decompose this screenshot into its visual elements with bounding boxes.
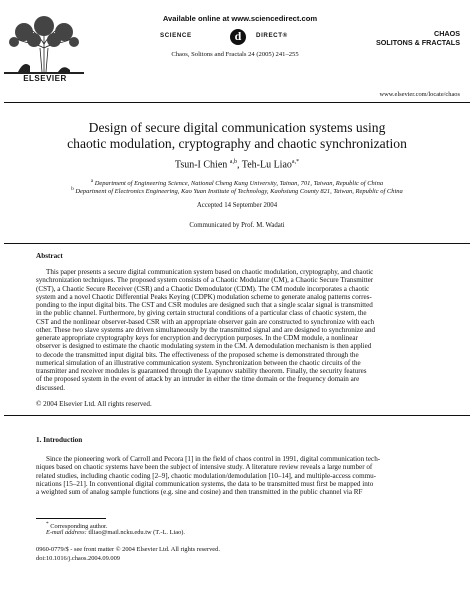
elsevier-tree-logo <box>4 14 84 76</box>
doi-line: doi:10.1016/j.chaos.2004.09.009 <box>36 555 120 562</box>
sciencedirect-logo <box>160 29 320 45</box>
publisher-name: ELSEVIER <box>23 74 67 83</box>
abstract-line: (CST), a Chaotic Secure Receiver (CSR) and a Chaotic Demodulator (CDM). The CM module incorporates a chaotic <box>36 284 370 293</box>
sciencedirect-right-word: DIRECT® <box>256 32 288 39</box>
footnote-rule <box>36 518 106 519</box>
affiliation-b-marker: b <box>71 187 74 192</box>
author-1: Tsun-I Chien <box>174 159 228 171</box>
article-title <box>30 120 444 152</box>
journal-url: www.elsevier.com/locate/chaos <box>379 91 460 98</box>
abstract-line: CST and the nonlinear observer-based CSR with an appropriate observer gain are constructed to synchronize with each <box>36 317 375 326</box>
footnote-email-label: E-mail address: <box>46 529 87 536</box>
abstract-copyright: © 2004 Elsevier Ltd. All rights reserved. <box>36 400 152 408</box>
intro-line: niques based on chaotic systems have been the subject of intensive study. A literature review reveals a large number of <box>36 463 373 472</box>
footnote-corresponding-text: Corresponding author. <box>50 523 108 531</box>
author-1-affil: a,b <box>229 159 237 165</box>
sciencedirect-mark-icon: d <box>230 29 246 45</box>
author-separator: , <box>236 159 242 171</box>
abstract-line: to decode the transmitted input digital bits. The effectiveness of the proposed scheme is demonstrated through the <box>36 350 359 359</box>
footnote-email-value[interactable]: tlliao@mail.ncku.edu.tw (T.-L. Liao). <box>88 529 186 536</box>
introduction-heading: 1. Introduction <box>36 436 83 444</box>
journal-logo <box>360 29 460 47</box>
communicated-by: Communicated by Prof. M. Wadati <box>189 222 285 229</box>
abstract-line: numerical simulation of an illustrative communication system. Synchronization between the chaotic circuits of the <box>36 358 361 367</box>
available-online-text: Available online at www.sciencedirect.com <box>162 14 318 23</box>
abstract-heading: Abstract <box>36 252 63 260</box>
abstract-body <box>36 268 440 392</box>
affiliation-b-text: Department of Electronics Engineering, Kao Yuan Institute of Technology, Kaohsiung County 821, Taiwan, Republic of China <box>75 188 403 196</box>
author-2-affil: a,* <box>291 159 300 165</box>
abstract-line: observer is designed to estimate the chaotic modulating system in the CM. A demodulation mechanism is then applied <box>36 342 372 351</box>
affiliation-b <box>20 187 454 195</box>
footnote-email <box>36 529 336 537</box>
abstract-line: other. These two slave systems are driven simultaneously by the transmitted signal and are designed to synchronize and <box>36 325 376 334</box>
abstract-top-rule <box>4 243 470 244</box>
sciencedirect-left-word: SCIENCE <box>160 32 192 39</box>
footnote-star: * <box>46 521 49 527</box>
affiliation-a <box>20 179 454 187</box>
introduction-body <box>36 455 440 496</box>
issn-line: 0960-0779/$ - see front matter © 2004 Elsevier Ltd. All rights reserved. <box>36 546 220 553</box>
abstract-bottom-rule <box>4 415 470 416</box>
abstract-line: discussed. <box>36 383 65 392</box>
abstract-line: synchronization techniques. The proposed system consists of a Chaotic Modulator (CM), a Chaotic Secure Transmitter <box>36 276 374 285</box>
affiliation-a-text: Department of Engineering Science, National Cheng Kung University, Tainan, 701, Taiwan, Republic of China <box>94 180 384 188</box>
accepted-date: Accepted 14 September 2004 <box>196 202 278 209</box>
abstract-line: in the public channel. Furthermore, by giving certain structural conditions of a particular class of chaotic system, the <box>36 309 367 318</box>
journal-logo-line2: SOLITONS & FRACTALS <box>376 38 460 47</box>
abstract-line: generate appropriate cryptography keys for encryption and decryption purposes. In the CDM module, a nonlinear <box>36 334 358 342</box>
intro-line: related studies, including chaotic coding [2–9], chaotic modulation/demodulation [10–14], and multiple-access commu- <box>36 471 377 480</box>
abstract-line: of the proposed system in the event of attack by an intruder in either the time domain or the frequency domain are <box>36 375 360 384</box>
title-line-1: Design of secure digital communication systems using <box>88 120 386 135</box>
intro-line: a weighted sum of analog sample functions (e.g. sine and cosine) and then transmitted in the public channel via RF <box>36 488 363 496</box>
header-rule <box>4 102 470 103</box>
journal-reference: Chaos, Solitons and Fractals 24 (2005) 241–255 <box>171 51 299 58</box>
intro-line: Since the pioneering work of Carroll and Pecora [1] in the field of chaos control in 1991, digital communication tech- <box>46 455 381 463</box>
affiliation-a-marker: a <box>90 179 94 184</box>
abstract-line: This paper presents a secure digital communication system based on chaotic modulation, cryptography, and chaotic <box>46 268 374 276</box>
abstract-line: system and a novel Chaotic Differential Peaks Keying (CDPK) modulation scheme to generate analog patterns corres- <box>36 292 372 301</box>
abstract-line: ponding to the input digital bits. The CST and CSR modules are designed such that a single scalar signal is transmitted <box>36 301 373 309</box>
journal-logo-line1: CHAOS <box>434 29 460 38</box>
author-list <box>30 159 444 170</box>
author-2: Teh-Lu Liao <box>241 159 292 171</box>
title-line-2: chaotic modulation, cryptography and chaotic synchronization <box>67 136 407 151</box>
intro-line: nications [15–21]. In conventional digital communication systems, the data to be transmitted must first be mapped into <box>36 479 374 488</box>
abstract-line: transmitter and receiver modules is guaranteed through the Lyapunov stability theorem. Finally, the security features <box>36 367 367 375</box>
